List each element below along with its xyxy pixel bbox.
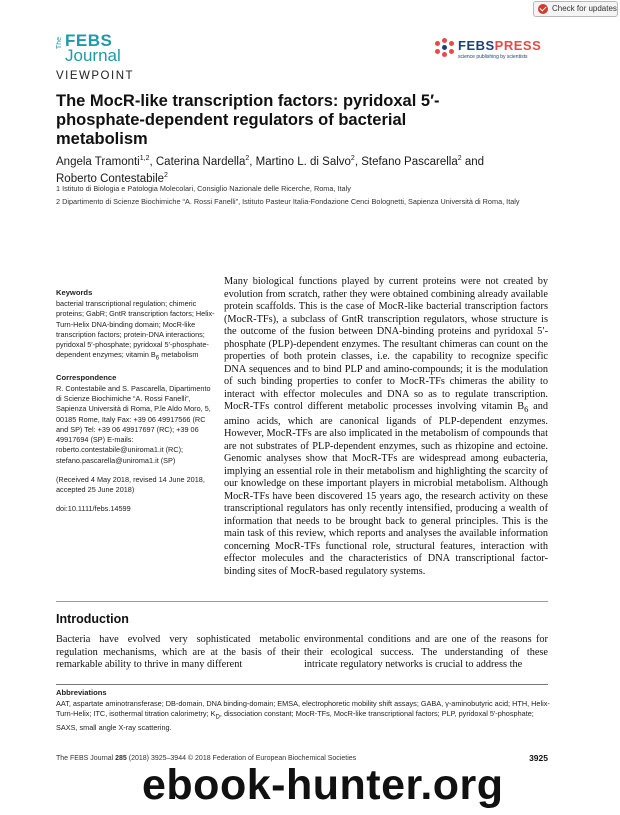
logo-febs: FEBS [65, 31, 113, 50]
footer-copyright: (2018) 3925–3944 © 2018 Federation of European Biochemical Societies [126, 755, 357, 762]
press-name [458, 38, 541, 53]
author-sep: , [354, 155, 362, 168]
correspondence-text: R. Contestabile and S. Pascarella, Dipartimento di Scienze Biochimiche “A. Rossi Fanelli”, Sapienza Università di Roma, P.le Aldo Moro, 5, 00185 Rome, Italy Fax: +39 06 49917566 (RC and SP) Tel: +39 06 49917697 (RC); +39 06 49917694 (SP) E-mails: roberto.contestabile@uniroma1.it (RC); stefano.pascarella@uniroma1.it (SP) [56, 384, 211, 465]
author-sup: 2 [350, 155, 355, 162]
abstract [224, 276, 548, 578]
affiliation-2: 2 Dipartimento di Scienze Biochimiche “A. Rossi Fanelli”, Istituto Pasteur Italia-Fondazione Cenci Bolognetti, Sapienza Università di Roma, Italy [56, 197, 520, 206]
abbreviations-part1: AAT, aspartate aminotransferase; DB-domain, DNA binding-domain; EMSA, electrophoretic mobility shift assays; GABA, γ-aminobutyric acid; HTH, Helix-Turn-Helix; ITC, isothermal titration calorimetry; K [56, 699, 550, 719]
author-sup: 2 [245, 155, 250, 162]
febs-press-logo [434, 38, 564, 66]
keywords-heading: Keywords [56, 288, 93, 297]
author: Martino L. di Salvo [255, 155, 351, 168]
footer-journal: The FEBS Journal [56, 755, 116, 762]
page-number: 3925 [529, 753, 548, 763]
abbreviations-heading: Abbreviations [56, 688, 107, 697]
intro-column-right: environmental conditions and are one of the reasons for their ecological success. The understanding of these intricate regulatory networks is crucial to address the [304, 634, 548, 671]
footer-volume: 285 [115, 755, 127, 762]
check-for-updates-button[interactable] [533, 1, 618, 17]
correspondence-heading: Correspondence [56, 372, 117, 382]
abbrev-divider [56, 684, 548, 685]
watermark: ebook-hunter.org [142, 761, 504, 809]
author: Roberto Contestabile [56, 172, 165, 185]
abstract-sub: 6 [524, 404, 529, 415]
abstract-part2: and amino acids, which are canonical ligands of PLP-dependent enzymes. However, MocR-TFs are also implicated in the metabolism of compounds that are not substrates of PLP-dependent enzymes, such as rhizopine and ectoine. Genomic analyses show that MocR-TFs are widespread among eubacteria, implying an essential role in their metabolism and highlighting the scarcity of our knowledge on these important players in microbial metabolism. Although MocR-TFs have been discovered 15 years ago, the research activity on these transcriptional regulators has only recently intensified, producing a wealth of information that needs to be brought back to general principles. This is the main task of this review, which reports and analyses the available information concerning MocR-TFs functional role, structural features, interaction with effector molecules and the characteristics of DNA transcriptional factor-binding sites of MocR-based regulatory systems. [224, 401, 548, 577]
article-title: The MocR-like transcription factors: pyridoxal 5′-phosphate-dependent regulators of bacterial metabolism [56, 92, 440, 148]
keywords-text [56, 299, 216, 364]
article-sidebar [56, 288, 216, 523]
intro-column-left: Bacteria have evolved very sophisticated metabolic regulation mechanisms, which are at the basis of their remarkable ability to thrive in many different [56, 634, 300, 671]
press-febs: FEBS [458, 38, 495, 53]
abbreviations [56, 688, 556, 733]
author: Stefano Pascarella [361, 155, 458, 168]
press-press: PRESS [494, 38, 542, 53]
check-icon [538, 4, 548, 14]
author-sep: and [461, 155, 485, 168]
affiliation-1: 1 Istituto di Biologia e Patologia Molecolari, Consiglio Nazionale delle Ricerche, Roma, Italy [56, 184, 351, 193]
author-list [56, 152, 496, 186]
author: Caterina Nardella [155, 155, 246, 168]
abbreviations-sub: D [215, 713, 220, 721]
introduction-heading: Introduction [56, 612, 129, 626]
author: Angela Tramonti [56, 155, 140, 168]
keywords-sub: 6 [155, 354, 160, 362]
keywords-body: bacterial transcriptional regulation; chimeric proteins; GabR; GntR transcription factors; Helix-Turn-Helix DNA-binding domain; MocR-like transcription factors; protein-DNA interactions; pyridoxal 5′-phosphate; pyridoxal 5′-phosphate-dependent enzymes; vitamin B [56, 299, 215, 360]
section-divider [56, 601, 548, 602]
received-dates: (Received 4 May 2018, revised 14 June 2018, accepted 25 June 2018) [56, 474, 205, 494]
logo-the: The [56, 37, 63, 50]
author-sup: 1,2 [139, 155, 150, 162]
author-sep: , [149, 155, 156, 168]
press-dots-icon [434, 38, 456, 60]
keywords-tail: metabolism [159, 350, 199, 360]
author-sup: 2 [457, 155, 462, 162]
author-sup: 2 [164, 171, 168, 179]
abbreviations-part2: , dissociation constant; MocR-TFs, MocR-like transcriptional factors; PLP, pyridoxal 5′-phosphate; SAXS, small angle X-ray scattering. [56, 709, 534, 733]
doi-link[interactable]: doi:10.1111/febs.14599 [56, 504, 131, 514]
author-sep: , [249, 155, 256, 168]
logo-journal: Journal [65, 46, 121, 65]
check-for-updates-label: Check for updates [552, 4, 617, 13]
press-tagline: science publishing by scientists [458, 54, 528, 60]
abstract-part1: Many biological functions played by current proteins were not created by evolution from scratch, rather they were obtained combining already available protein scaffolds. This is the case of MocR-like bacterial transcription factors (MocR-TFs), a subclass of GntR transcription regulators, whose structure is the outcome of the fusion between DNA-binding proteins and pyridoxal 5′-phosphate (PLP)-dependent enzymes. The resultant chimeras can count on the properties of both protein classes, i.e. the capability to recognize specific DNA sequences and to bind PLP and amino-compounds; it is the modulation of such binding properties to confer to MocR-TFs chimeras the ability to interact with effector molecules and DNA so as to regulate transcription. MocR-TFs control different metabolic processes involving vitamin B [224, 276, 548, 412]
article-type: VIEWPOINT [56, 70, 135, 82]
